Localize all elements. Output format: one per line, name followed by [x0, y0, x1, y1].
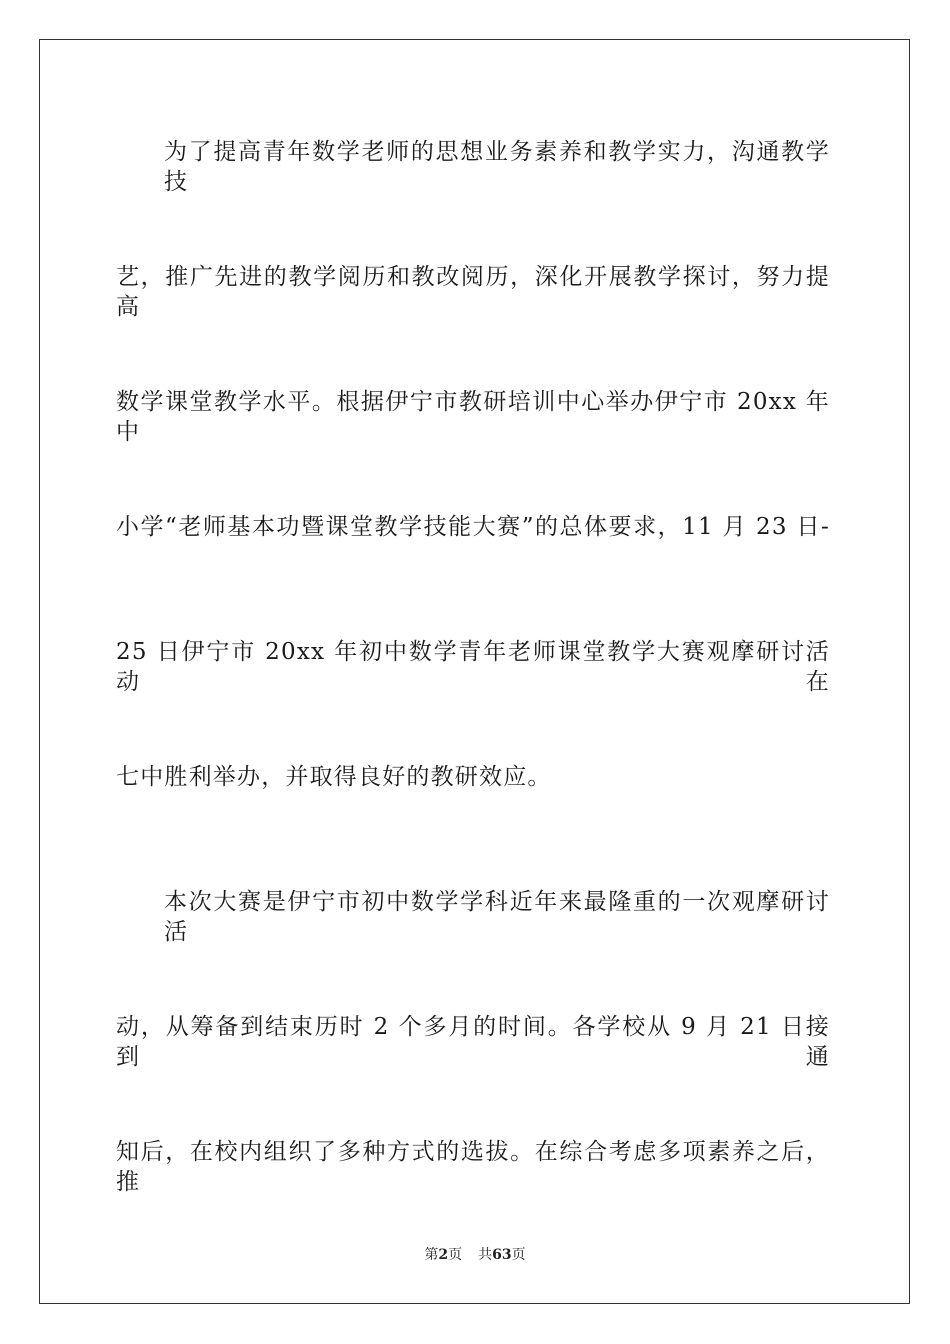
- text-line: 本次大赛是伊宁市初中数学学科近年来最隆重的一次观摩研讨活: [164, 889, 830, 945]
- total-suffix: 页: [511, 1247, 526, 1263]
- total-prefix: 共: [478, 1247, 493, 1263]
- text-line: 知后，在校内组织了多种方式的选拔。在综合考虑多项素养之后，推: [116, 1139, 830, 1195]
- text-line: 数学课堂教学水平。根据伊宁市教研培训中心举办伊宁市 20xx 年中: [116, 389, 830, 445]
- page-number: 2: [438, 1247, 449, 1263]
- text-line: 七中胜利举办，并取得良好的教研效应。: [116, 764, 552, 790]
- page-suffix: 页: [448, 1247, 463, 1263]
- page-prefix: 第: [424, 1247, 439, 1263]
- text-line: 小学“老师基本功暨课堂教学技能大赛”的总体要求，11 月 23 日-: [116, 514, 830, 540]
- total-pages: 63: [492, 1247, 512, 1263]
- text-line: 25 日伊宁市 20xx 年初中数学青年老师课堂教学大赛观摩研讨活动在: [116, 639, 830, 695]
- text-line: 动，从筹备到结束历时 2 个多月的时间。各学校从 9 月 21 日接到通: [116, 1014, 830, 1070]
- page-footer: [0, 1246, 950, 1264]
- text-line: 为了提高青年数学老师的思想业务素养和教学实力，沟通教学技: [164, 139, 830, 195]
- text-line: 艺，推广先进的教学阅历和教改阅历，深化开展教学探讨，努力提高: [116, 264, 830, 320]
